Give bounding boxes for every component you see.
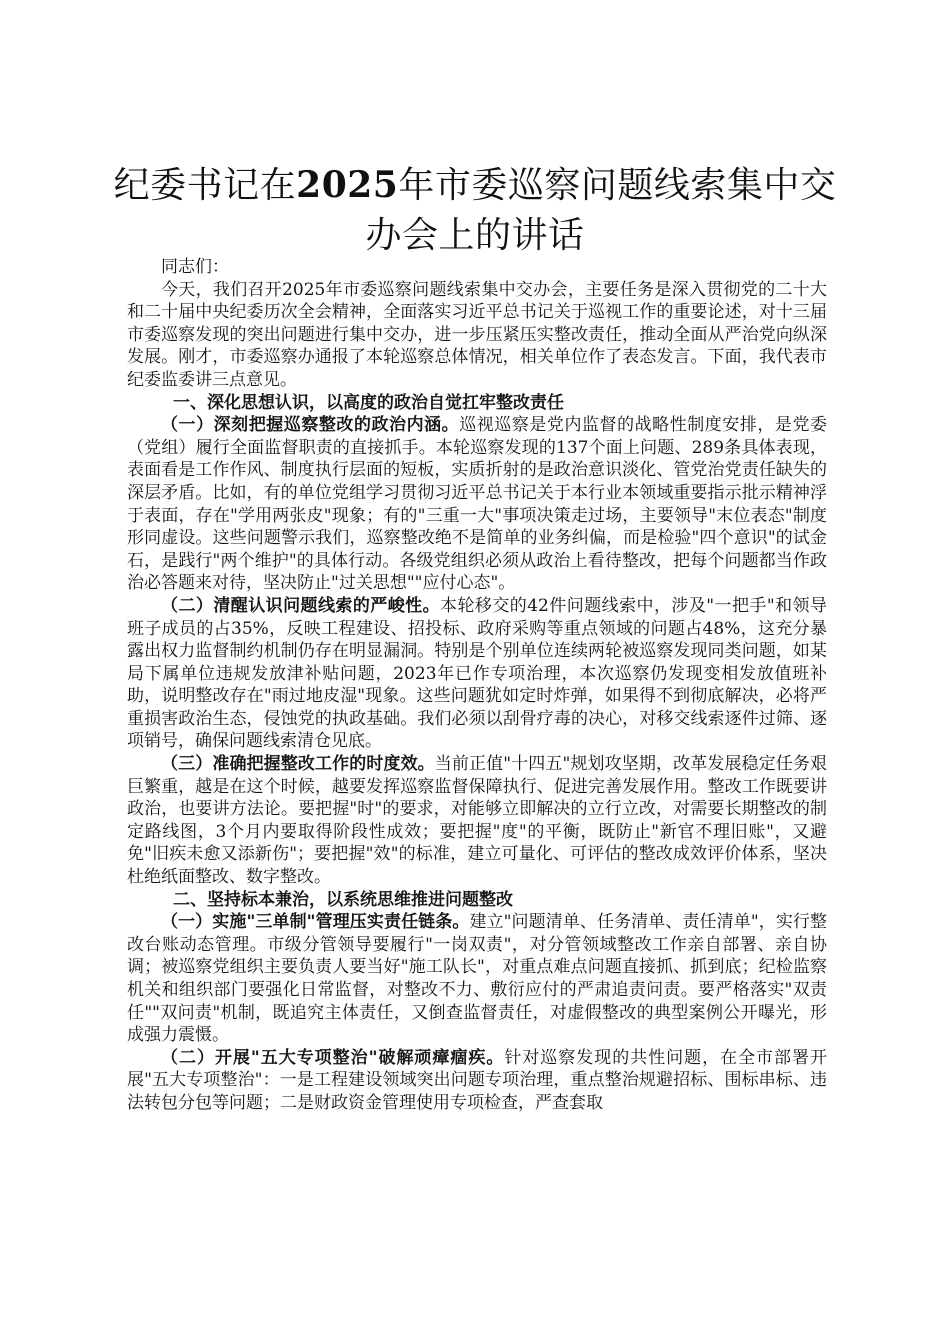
title-year: 2025 bbox=[296, 164, 399, 206]
item-lead: （二）开展"五大专项整治"破解顽瘴痼疾。 bbox=[161, 1047, 505, 1068]
item-text: 建立"问题清单、任务清单、责任清单"，实行整改台账动态管理。市级分管领导要履行"一岗双责"，对分管领域整改工作亲自部署、亲自协调；被巡察党组织主要负责人要当好"施工队长"，对重点难点问题直接抓、抓到底；纪检监察机关和组织部门要强化日常监督，对整改不力、敷衍应付的严肃追责问责。要严格落实"双责任""双问责"机制，既追究主体责任，又倒查监督责任，对虚假整改的典型案例公开曝光，形成强力震慑。 bbox=[127, 912, 828, 1046]
item-text: 本轮移交的42件问题线索中，涉及"一把手"和领导班子成员的占35%，反映工程建设、招投标、政府采购等重点领域的问题占48%，这充分暴露出权力监督制约机制仍存在明显漏洞。特别是个别单位连续两轮被巡察发现同类问题，如某局下属单位违规发放津补贴问题，2023年已作专项治理，本次巡察仍发现变相发放值班补助，说明整改存在"雨过地皮湿"现象。这些问题犹如定时炸弹，如果得不到彻底解决，必将严重损害政治生态，侵蚀党的执政基础。我们必须以刮骨疗毒的决心，对移交线索逐件过筛、逐项销号，确保问题线索清仓见底。 bbox=[127, 595, 827, 752]
item-lead: （一）深刻把握巡察整改的政治内涵。 bbox=[161, 415, 460, 436]
intro-paragraph: 今天，我们召开2025年市委巡察问题线索集中交办会，主要任务是深入贯彻党的二十大和二十届中央纪委历次全会精神，全面落实习近平总书记关于巡视工作的重要论述，对十三届市委巡察发现的突出问题进行集中交办，进一步压紧压实整改责任，推动全面从严治党向纵深发展。刚才，市委巡察办通报了本轮巡察总体情况，相关单位作了表态发言。下面，我代表市纪委监委讲三点意见。 bbox=[127, 279, 827, 390]
section-2-item-1 bbox=[127, 911, 827, 1047]
item-text: 当前正值"十四五"规划攻坚期，改革发展稳定任务艰巨繁重，越是在这个时候，越要发挥巡察监督保障执行、促进完善发展作用。整改工作既要讲政治，也要讲方法论。要把握"时"的要求，对能够立即解决的立行立改，对需要长期整改的制定路线图，3个月内要取得阶段性成效；要把握"度"的平衡，既防止"新官不理旧账"，又避免"旧疾未愈又添新伤"；要把握"效"的标准，建立可量化、可评估的整改成效评价体系，坚决杜绝纸面整改、数字整改。 bbox=[127, 754, 828, 888]
document-body bbox=[127, 256, 827, 1115]
salutation: 同志们： bbox=[161, 257, 229, 277]
item-text: 针对巡察发现的共性问题，在全市部署开展"五大专项整治"：一是工程建设领域突出问题专项治理，重点整治规避招标、围标串标、违法转包分包等问题；二是财政资金管理使用专项检查，严查套取 bbox=[127, 1047, 827, 1113]
section-2-heading: 二、坚持标本兼治，以系统思维推进问题整改 bbox=[173, 889, 513, 910]
section-1-item-2 bbox=[127, 595, 827, 753]
section-1-item-1 bbox=[127, 414, 827, 595]
title-part-b: 年市委巡察问题线索集中交 bbox=[398, 165, 837, 206]
item-text: 巡视巡察是党内监督的战略性制度安排，是党委（党组）履行全面监督职责的直接抓手。本轮巡察发现的137个面上问题、289条具体表现，表面看是工作作风、制度执行层面的短板，实质折射的是政治意识淡化、管党治党责任缺失的深层矛盾。比如，有的单位党组学习贯彻习近平总书记关于本行业本领域重要指示批示精神浮于表面，存在"学用两张皮"现象；有的"三重一大"事项决策走过场，主要领导"末位表态"制度形同虚设。这些问题警示我们，巡察整改绝不是简单的业务纠偏，而是检验"四个意识"的试金石，是践行"两个维护"的具体行动。各级党组织必须从政治上看待整改，把每个问题都当作政治必答题来对待，坚决防止"过关思想""应付心态"。 bbox=[127, 415, 828, 594]
title-line-2: 办会上的讲话 bbox=[365, 215, 585, 256]
item-lead: （二）清醒认识问题线索的严峻性。 bbox=[161, 595, 441, 616]
item-lead: （一）实施"三单制"管理压实责任链条。 bbox=[161, 912, 470, 933]
document-title bbox=[100, 160, 850, 261]
section-2-item-2 bbox=[127, 1047, 827, 1115]
section-1-heading: 一、深化思想认识，以高度的政治自觉扛牢整改责任 bbox=[173, 392, 564, 413]
title-line-1 bbox=[100, 160, 850, 211]
item-lead: （三）准确把握整改工作的时度效。 bbox=[161, 754, 435, 775]
section-1-item-3 bbox=[127, 753, 827, 889]
title-part-a: 纪委书记在 bbox=[113, 165, 297, 206]
